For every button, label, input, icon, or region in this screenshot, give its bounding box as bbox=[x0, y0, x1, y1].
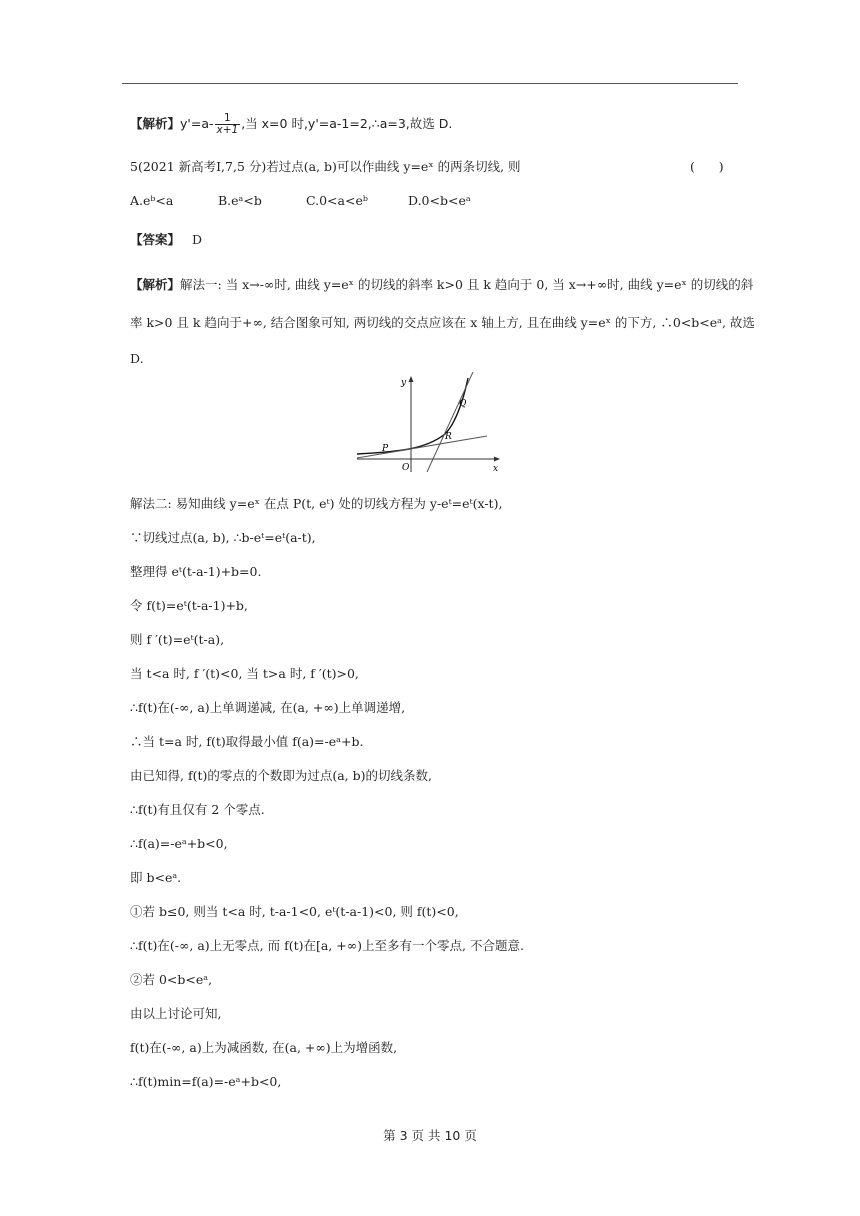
solution-line: ∴f(a)=-eᵃ+b<0, bbox=[130, 836, 228, 851]
question-5: 5(2021 新高考Ⅰ,7,5 分)若过点(a, b)可以作曲线 y=eˣ 的两条切线, 则 bbox=[130, 159, 521, 174]
solution-line: ∴f(t)有且仅有 2 个零点. bbox=[130, 802, 265, 817]
solution-line: 整理得 eᵗ(t-a-1)+b=0. bbox=[130, 564, 262, 579]
answer-parentheses: ( ) bbox=[690, 159, 724, 174]
solution-line: ∵切线过点(a, b), ∴b-eᵗ=eᵗ(a-t), bbox=[130, 530, 316, 545]
header-rule bbox=[122, 83, 738, 84]
solution-line: ∴f(t)min=f(a)=-eᵃ+b<0, bbox=[130, 1074, 282, 1089]
page-footer: 第 3 页 共 10 页 bbox=[383, 1128, 477, 1143]
solution-line: 由以上讨论可知, bbox=[130, 1006, 222, 1021]
origin-label: O bbox=[402, 463, 410, 473]
tangent-line-q bbox=[427, 372, 473, 472]
answer-line bbox=[130, 232, 202, 248]
x-axis-label: x bbox=[493, 464, 499, 474]
y-axis-arrow bbox=[409, 376, 414, 382]
solution-line: ①若 b≤0, 则当 t<a 时, t-a-1<0, eᵗ(t-a-1)<0, 则 f(t)<0, bbox=[130, 904, 459, 919]
tangent-graph bbox=[355, 372, 503, 474]
solution-line: 令 f(t)=eᵗ(t-a-1)+b, bbox=[130, 598, 248, 613]
analysis-line-1 bbox=[130, 113, 452, 136]
tangent-line-p bbox=[357, 436, 487, 458]
solution-line: 由已知得, f(t)的零点的个数即为过点(a, b)的切线条数, bbox=[130, 768, 432, 783]
solution-line: 当 t<a 时, f ′(t)<0, 当 t>a 时, f ′(t)>0, bbox=[130, 666, 359, 681]
derivative-text-b: ,当 x=0 时,y'=a-1=2,∴a=3,故选 D. bbox=[241, 116, 453, 131]
solution-method-1-c: D. bbox=[130, 351, 144, 366]
option-d: D.0<b<eᵃ bbox=[408, 193, 471, 208]
solution-line-1 bbox=[130, 277, 753, 293]
point-p-label: P bbox=[382, 444, 389, 454]
solution-method-1-a: 解法一: 当 x→-∞时, 曲线 y=eˣ 的切线的斜率 k>0 且 k 趋向于 0, 当 x→+∞时, 曲线 y=eˣ 的切线的斜 bbox=[180, 277, 754, 292]
x-axis-arrow bbox=[494, 457, 500, 462]
option-b: B.eᵃ<b bbox=[218, 193, 262, 208]
solution-tag: 【解析】 bbox=[130, 277, 181, 292]
fraction bbox=[215, 113, 241, 136]
option-a: A.eᵇ<a bbox=[130, 193, 174, 208]
solution-method-1-b: 率 k>0 且 k 趋向于+∞, 结合图象可知, 两切线的交点应该在 x 轴上方, 且在曲线 y=eˣ 的下方, ∴0<b<eᵃ, 故选 bbox=[130, 315, 755, 330]
derivative-text-a: y'=a- bbox=[180, 116, 214, 131]
answer-tag: 【答案】 bbox=[130, 232, 181, 247]
solution-line: ∴f(t)在(-∞, a)上无零点, 而 f(t)在[a, +∞)上至多有一个零点, 不合题意. bbox=[130, 938, 524, 953]
option-c: C.0<a<eᵇ bbox=[306, 193, 368, 208]
solution-line: ②若 0<b<eᵃ, bbox=[130, 972, 213, 987]
solution-line: 解法二: 易知曲线 y=eˣ 在点 P(t, eᵗ) 处的切线方程为 y-eᵗ=eᵗ(x-t), bbox=[130, 496, 503, 511]
point-q-label: Q bbox=[459, 399, 467, 409]
answer-value: D bbox=[191, 232, 202, 247]
y-axis-label: y bbox=[401, 378, 407, 388]
fraction-numerator: 1 bbox=[215, 113, 241, 125]
solution-line: ∴f(t)在(-∞, a)上单调递减, 在(a, +∞)上单调递增, bbox=[130, 700, 406, 715]
exp-curve bbox=[357, 378, 468, 454]
point-r-label: R bbox=[445, 432, 452, 442]
solution-line: 即 b<eᵃ. bbox=[130, 870, 182, 885]
solution-line: 则 f ′(t)=eᵗ(t-a), bbox=[130, 632, 225, 647]
solution-line: f(t)在(-∞, a)上为减函数, 在(a, +∞)上为增函数, bbox=[130, 1040, 398, 1055]
analysis-tag: 【解析】 bbox=[130, 116, 181, 131]
fraction-denominator: x+1 bbox=[216, 124, 239, 136]
solution-line: ∴当 t=a 时, f(t)取得最小值 f(a)=-eᵃ+b. bbox=[130, 734, 364, 749]
